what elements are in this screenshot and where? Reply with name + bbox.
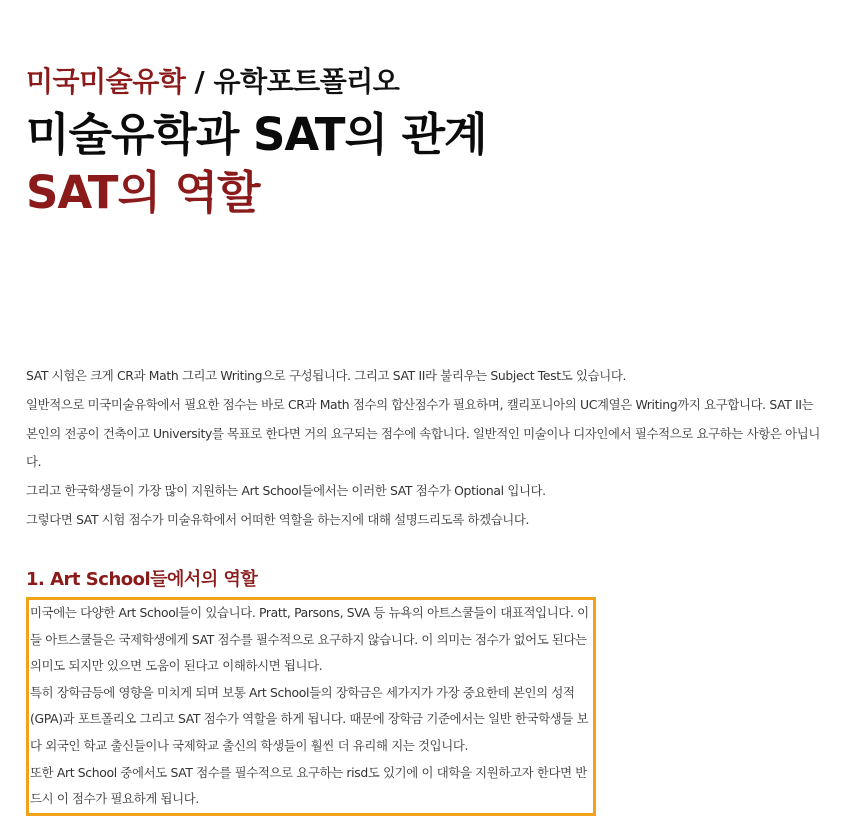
page-title: 미술유학과 SAT의 관계 <box>26 108 487 161</box>
intro-paragraph: 그리고 한국학생들이 가장 많이 지원하는 Art School들에서는 이러한 SAT 점수가 Optional 입니다. <box>26 483 546 499</box>
intro-text <box>26 362 821 535</box>
box-paragraph: 특히 장학금등에 영향을 미치게 되며 보통 Art School들의 장학금은 세가지가 가장 중요한데 본인의 성적(GPA)과 포트폴리오 그리고 SAT 점수가 역할을 하게 됩니다. 때문에 장학금 기준에서는 일반 한국학생들 보다 외국인 학교 출신들이나 국제학교 출신의 학생들이 훨씬 더 유리해 지는 것입니다. <box>30 684 589 753</box>
category-breadcrumb <box>26 60 399 100</box>
intro-paragraph: 일반적으로 미국미술유학에서 필요한 점수는 바로 CR과 Math 점수의 합산점수가 필요하며, 캘리포니아의 UC계열은 Writing까지 요구합니다. SAT II는 본인의 전공이 건축이고 University를 목표로 한다면 거의 요구되는 점수에 속합니다. 일반적인 미술이나 디자인에서 필수적으로 요구하는 사항은 아닙니다. <box>26 396 820 470</box>
intro-paragraph: 그렇다면 SAT 시험 점수가 미술유학에서 어떠한 역할을 하는지에 대해 설명드리도록 하겠습니다. <box>26 511 530 527</box>
category-primary: 미국미술유학 <box>26 65 186 98</box>
intro-paragraph: SAT 시험은 크게 CR과 Math 그리고 Writing으로 구성됩니다. 그리고 SAT II라 불리우는 Subject Test도 있습니다. <box>26 368 627 383</box>
category-secondary: / 유학포트폴리오 <box>185 65 400 98</box>
section-heading: 1. Art School들에서의 역할 <box>26 569 258 590</box>
box-paragraph: 또한 Art School 중에서도 SAT 점수를 필수적으로 요구하는 risd도 있기에 이 대학을 지원하고자 한다면 반드시 이 점수가 필요하게 됩니다. <box>30 764 587 807</box>
box-paragraph: 미국에는 다양한 Art School들이 있습니다. Pratt, Parsons, SVA 등 뉴욕의 아트스쿨들이 대표적입니다. 이들 아트스쿨들은 국제학생에게 SAT 점수를 필수적으로 요구하지 않습니다. 이 의미는 점수가 없어도 된다는 의미도 되지만 있으면 도움이 된다고 이해하시면 됩니다. <box>30 605 589 674</box>
highlight-box <box>26 597 596 816</box>
page-subtitle: SAT의 역할 <box>26 166 260 219</box>
